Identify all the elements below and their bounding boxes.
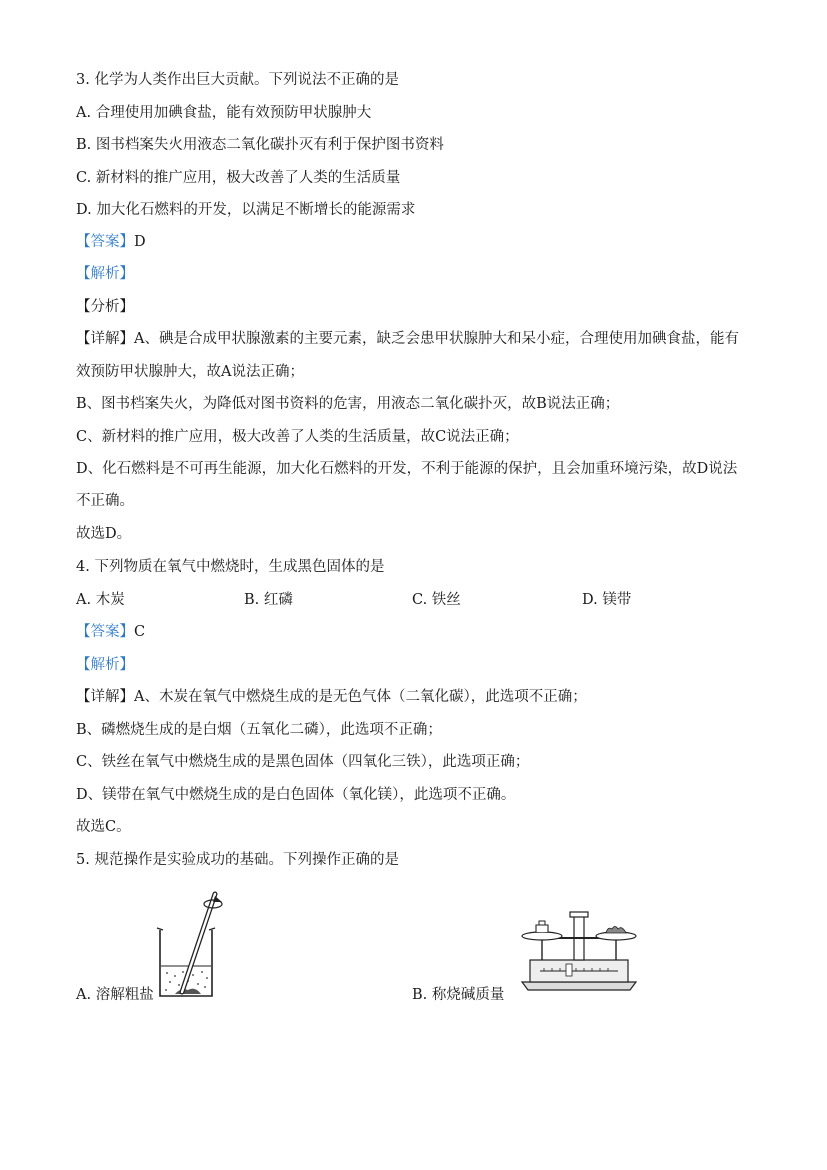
q4-detail-line: D、镁带在氧气中燃烧生成的是白色固体（氧化镁），此选项不正确。 (76, 787, 516, 803)
q3-conclusion: 故选D。 (76, 526, 132, 542)
q4-option-d: D. 镁带 (582, 592, 632, 608)
q4-detail-line: B、磷燃烧生成的是白烟（五氧化二磷），此选项不正确； (76, 722, 442, 738)
balance-scale-icon (518, 910, 640, 992)
q4-stem: 4. 下列物质在氧气中燃烧时，生成黑色固体的是 (76, 559, 385, 575)
q3-detail-line: 不正确。 (76, 493, 134, 509)
q3-option-d: D. 加大化石燃料的开发，以满足不断增长的能源需求 (76, 202, 416, 218)
answer-tag: 【答案】 (76, 624, 134, 640)
q4-option-b: B. 红磷 (244, 592, 293, 608)
q3-stem: 3. 化学为人类作出巨大贡献。下列说法不正确的是 (76, 72, 399, 88)
q4-analysis-tag: 【解析】 (76, 657, 134, 673)
q3-fenxi: 【分析】 (76, 299, 134, 315)
q4-answer (76, 622, 145, 642)
q4-detail-line: C、铁丝在氧气中燃烧生成的是黑色固体（四氧化三铁），此选项正确； (76, 754, 530, 770)
answer-value: C (134, 624, 146, 640)
q3-detail-line: B、图书档案失火，为降低对图书资料的危害，用液态二氧化碳扑灭，故B说法正确； (76, 396, 620, 412)
q3-option-b: B. 图书档案失火用液态二氧化碳扑灭有利于保护图书资料 (76, 137, 444, 153)
q3-option-a: A. 合理使用加碘食盐，能有效预防甲状腺肿大 (76, 105, 372, 121)
q3-detail-line: 【详解】A、碘是合成甲状腺激素的主要元素，缺乏会患甲状腺肿大和呆小症，合理使用加碘食盐，能有 (76, 331, 739, 347)
q4-option-c: C. 铁丝 (412, 592, 461, 608)
q5-option-a: A. 溶解粗盐 (76, 987, 154, 1003)
q4-conclusion: 故选C。 (76, 819, 131, 835)
answer-value: D (134, 234, 146, 250)
q3-detail-line: 效预防甲状腺肿大，故A说法正确； (76, 364, 304, 380)
beaker-stirring-rod-icon (155, 888, 225, 1000)
q3-answer (76, 232, 146, 252)
answer-tag: 【答案】 (76, 234, 134, 250)
q5-stem: 5. 规范操作是实验成功的基础。下列操作正确的是 (76, 852, 399, 868)
q3-detail-line: C、新材料的推广应用，极大改善了人类的生活质量，故C说法正确； (76, 429, 519, 445)
q3-detail-line: D、化石燃料是不可再生能源，加大化石燃料的开发，不利于能源的保护，且会加重环境污染，故D说法 (76, 461, 738, 477)
q4-detail-line: 【详解】A、木炭在氧气中燃烧生成的是无色气体（二氧化碳），此选项不正确； (76, 689, 587, 705)
q5-option-b: B. 称烧碱质量 (412, 987, 505, 1003)
q3-option-c: C. 新材料的推广应用，极大改善了人类的生活质量 (76, 170, 401, 186)
q3-analysis-tag: 【解析】 (76, 266, 134, 282)
q4-option-a: A. 木炭 (76, 592, 125, 608)
